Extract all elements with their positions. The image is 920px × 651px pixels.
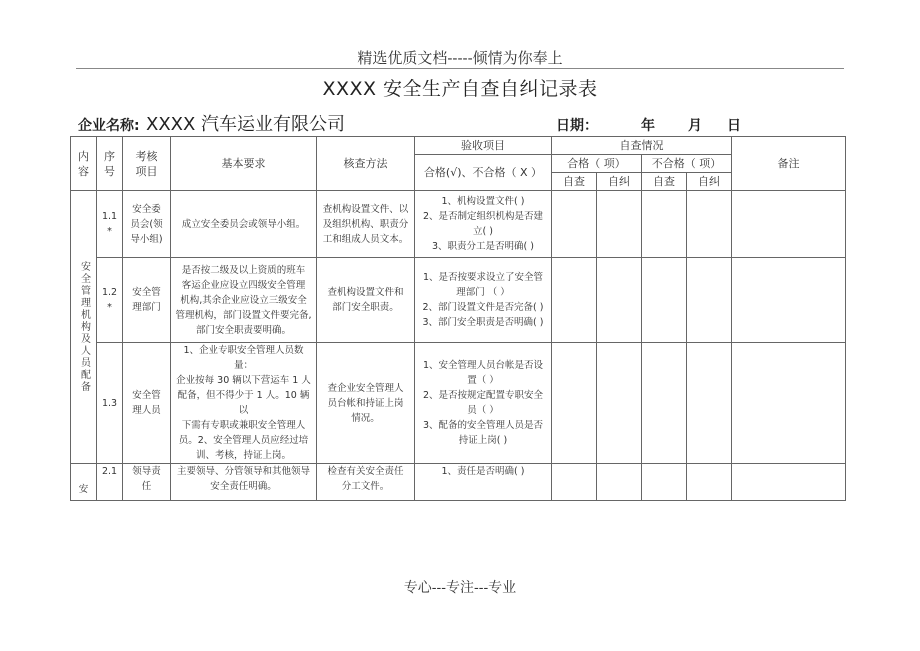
- page-title: XXXX 安全生产自查自纠记录表: [322, 78, 598, 100]
- document-banner: 精选优质文档-----倾情为你奉上: [357, 49, 563, 67]
- table-row: [71, 343, 846, 464]
- fail-self-check-cell[interactable]: [642, 343, 687, 464]
- pass-self-correct-cell[interactable]: [597, 191, 642, 258]
- remarks-cell[interactable]: [732, 258, 846, 343]
- header-row-1: [71, 137, 846, 155]
- requirement-cell: 1、企业专职安全管理人员数量： 企业按每 30 辆以下营运车 1 人 配备，但不得少于 1 人。10 辆以 下需有专职或兼职安全管理人 员。2、安全管理人员应经过培 训、考核，持证上岗。: [171, 343, 317, 464]
- seq-cell: 1.1 *: [97, 191, 123, 258]
- remarks-cell[interactable]: [732, 191, 846, 258]
- date-label: 日期：: [556, 118, 598, 134]
- seq-cell: 1.2 *: [97, 258, 123, 343]
- section-cell: [71, 191, 97, 464]
- acceptance-cell: 1、是否按要求设立了安全管 理部门 （ ） 2、部门设置文件是否完备( ) 3、部门安全职责是否明确( ): [415, 258, 552, 343]
- audit-table: [70, 136, 846, 501]
- item-cell: 安全管 理部门: [123, 258, 171, 343]
- fail-self-check-cell[interactable]: [642, 191, 687, 258]
- acceptance-cell: 1、机构设置文件( ) 2、是否制定组织机构是否建 立( ) 3、职责分工是否明确( ): [415, 191, 552, 258]
- fail-self-correct-cell[interactable]: [687, 191, 732, 258]
- company-name: XXXX 汽车运业有限公司: [146, 114, 346, 135]
- header-fail-self-correct: 自纠: [687, 173, 732, 191]
- table-row: [71, 464, 846, 501]
- section-label: 安全管理机构及人员配备: [78, 261, 90, 393]
- date-day: 日: [727, 118, 741, 134]
- header-pass-self-correct: 自纠: [597, 173, 642, 191]
- header-method: 核查方法: [317, 137, 415, 191]
- remarks-cell[interactable]: [732, 464, 846, 501]
- pass-self-check-cell[interactable]: [552, 343, 597, 464]
- pass-self-check-cell[interactable]: [552, 258, 597, 343]
- method-cell: 检查有关安全责任 分工文件。: [317, 464, 415, 501]
- date-year: 年: [641, 118, 655, 134]
- fail-self-correct-cell[interactable]: [687, 258, 732, 343]
- section-cell: [71, 464, 97, 501]
- header-acceptance-sub: 合格(√)、不合格（ X ）: [415, 155, 552, 191]
- header-self-status: 自查情况: [552, 137, 732, 155]
- fail-self-check-cell[interactable]: [642, 464, 687, 501]
- header-fail-self-check: 自查: [642, 173, 687, 191]
- acceptance-cell: 1、安全管理人员台帐是否设 置（ ） 2、是否按规定配置专职安全 员（ ） 3、配备的安全管理人员是否 持证上岗( ): [415, 343, 552, 464]
- header-remarks: 备注: [732, 137, 846, 191]
- header-acceptance: 验收项目: [415, 137, 552, 155]
- method-cell: 查机构设置文件、以 及组织机构、职责分 工和组成人员文本。: [317, 191, 415, 258]
- fail-self-check-cell[interactable]: [642, 258, 687, 343]
- section-label: 安: [78, 484, 89, 495]
- header-seq: 序 号: [97, 137, 123, 191]
- remarks-cell[interactable]: [732, 343, 846, 464]
- pass-self-check-cell[interactable]: [552, 464, 597, 501]
- pass-self-correct-cell[interactable]: [597, 343, 642, 464]
- requirement-cell: 主要领导、分管领导和其他领导 安全责任明确。: [171, 464, 317, 501]
- requirement-cell: 是否按二级及以上资质的班车 客运企业应设立四级安全管理 机构,其余企业应设立三级安全 管理机构，部门设置文件要完备, 部门安全职责要明确。: [171, 258, 317, 343]
- header-content: 内 容: [71, 137, 97, 191]
- table-row: [71, 191, 846, 258]
- item-cell: 领导责 任: [123, 464, 171, 501]
- banner-rule: [76, 68, 844, 69]
- company-label: 企业名称:: [78, 118, 140, 134]
- acceptance-cell: 1、责任是否明确( ): [415, 464, 552, 501]
- header-pass-self-check: 自查: [552, 173, 597, 191]
- pass-self-check-cell[interactable]: [552, 191, 597, 258]
- header-requirement: 基本要求: [171, 137, 317, 191]
- seq-cell: 2.1: [97, 464, 123, 501]
- requirement-cell: 成立安全委员会或领导小组。: [171, 191, 317, 258]
- method-cell: 查企业安全管理人 员台帐和持证上岗 情况。: [317, 343, 415, 464]
- seq-cell: 1.3: [97, 343, 123, 464]
- header-pass: 合格（ 项）: [552, 155, 642, 173]
- fail-self-correct-cell[interactable]: [687, 464, 732, 501]
- item-cell: 安全委 员会(领 导小组): [123, 191, 171, 258]
- pass-self-correct-cell[interactable]: [597, 258, 642, 343]
- pass-self-correct-cell[interactable]: [597, 464, 642, 501]
- document-footer: 专心---专注---专业: [403, 580, 517, 596]
- company-row: [78, 110, 848, 136]
- header-item: 考核 项目: [123, 137, 171, 191]
- date-month: 月: [688, 118, 702, 134]
- header-fail: 不合格（ 项）: [642, 155, 732, 173]
- table-row: [71, 258, 846, 343]
- item-cell: 安全管 理人员: [123, 343, 171, 464]
- fail-self-correct-cell[interactable]: [687, 343, 732, 464]
- method-cell: 查机构设置文件和 部门安全职责。: [317, 258, 415, 343]
